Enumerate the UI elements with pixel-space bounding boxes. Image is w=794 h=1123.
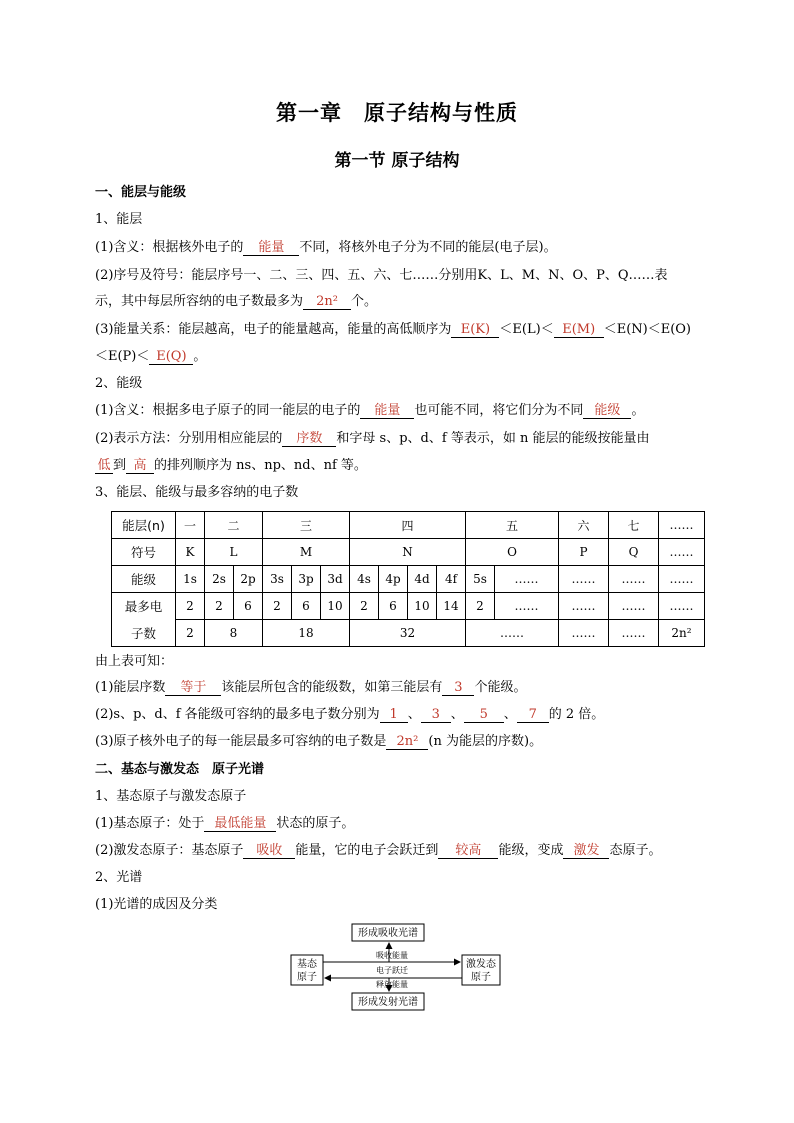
header-cell: 能层(n) [112,512,176,539]
table-cell: K [176,539,205,566]
layer-energy-line2: ＜E(P)＜ E(Q) 。 [95,349,207,364]
ground-label-2: 原子 [297,972,317,983]
level-notation-line2: 低 到 高 的排列顺序为 ns、np、nd、nf 等。 [95,458,367,474]
table-cell: 8 [205,620,263,647]
blank-answer: 较高 [438,844,498,859]
level-notation-line1: (2)表示方法：分别用相应能层的 序数 和字母 s、p、d、f 等表示，如 n 能层的能级按能量由 [95,431,650,446]
ground-label-1: 基态 [297,959,317,970]
table-cell: 2 [263,593,292,620]
table-cell: 32 [350,620,466,647]
table-cell: 3p [292,566,321,593]
blank-answer: 3 [442,681,474,696]
table-cell: 二 [205,512,263,539]
table-cell: 4d [408,566,437,593]
table-cell: L [205,539,263,566]
table-cell: 6 [234,593,263,620]
table-cell: …… [559,620,609,647]
blank-answer: 能量 [243,241,299,256]
table-cell: …… [609,593,659,620]
blank-answer: 5 [464,708,504,723]
table-cell: 2 [350,593,379,620]
table-cell: 4s [350,566,379,593]
table-cell: 2 [176,593,205,620]
table-cell: …… [559,566,609,593]
absorption-label: 形成吸收光谱 [358,928,418,939]
table-cell: M [263,539,350,566]
blank-answer: 最低能量 [204,817,276,832]
excited-label-1: 激发态 [466,959,496,970]
table-cell: 3s [263,566,292,593]
table-cell: 三 [263,512,350,539]
conclusion-1: (1)能层序数 等于 该能层所包含的能级数，如第三能层有 3 个能级。 [95,680,527,695]
spectrum-title: 2、光谱 [95,870,143,885]
excited-state-line: (2)激发态原子：基态原子 吸收 能量，它的电子会跃迁到 较高 能级，变成 激发 态原子。 [95,843,662,858]
layer-energy-line1: (3)能量关系：能层越高，电子的能量越高，能量的高低顺序为 E(K) ＜E(L)＜ E(M) ＜E(N)＜E(O) [95,322,692,337]
electron-jump-label: 电子跃迁 [376,966,408,975]
blank-answer: 3 [421,708,451,723]
blank-answer: 低 [95,459,113,474]
part2-heading: 二、基态与激发态 原子光谱 [95,762,265,777]
blank-answer: 高 [126,459,154,474]
emission-label: 形成发射光谱 [358,997,418,1008]
header-cell: 能级 [112,566,176,593]
table-cell: 1s [176,566,205,593]
header-cell: 最多电 [112,593,176,620]
table-cell: 2 [176,620,205,647]
energy-level-title: 2、能级 [95,376,143,391]
blank-answer: 2n² [303,295,351,310]
table-cell: 五 [466,512,559,539]
chapter-title: 第一章 原子结构与性质 [276,101,518,125]
table-cell: …… [609,620,659,647]
blank-answer: 能量 [360,404,414,419]
blank-answer: 激发 [563,844,609,859]
table-cell: …… [609,566,659,593]
conclusion-intro: 由上表可知： [95,654,174,669]
blank-answer: 2n² [386,735,428,750]
spectrum-item: (1)光谱的成因及分类 [95,897,218,912]
table-cell: 6 [292,593,321,620]
table-cell: 10 [321,593,350,620]
table-cell: 七 [609,512,659,539]
table-cell: …… [559,593,609,620]
table-cell: …… [659,593,705,620]
table-cell: 一 [176,512,205,539]
conclusion-2: (2)s、p、d、f 各能级可容纳的最多电子数分别为 1 、 3 、 5 、 7 的 2 倍。 [95,707,605,722]
energy-layer-title: 1、能层 [95,212,143,227]
blank-answer: 7 [517,708,549,723]
conclusion-3: (3)原子核外电子的每一能层最多可容纳的电子数是 2n² (n 为能层的序数)。 [95,734,543,749]
release-energy-label: 释放能量 [376,980,408,989]
table-cell: 6 [379,593,408,620]
table-cell: …… [659,539,705,566]
table-cell: …… [659,566,705,593]
table-cell: 2s [205,566,234,593]
blank-answer: 能级 [583,404,631,419]
table-cell: 2 [466,593,495,620]
layer-symbol-line1: (2)序号及符号：能层序号一、二、三、四、五、六、七……分别用K、L、M、N、O、P、Q……表 [95,268,668,283]
blank-answer: 等于 [165,681,221,696]
table-cell: 2 [205,593,234,620]
absorb-energy-label: 吸收能量 [376,951,408,960]
blank-answer: E(K) [451,323,499,338]
blank-answer: E(Q) [149,350,193,365]
table-cell: Q [609,539,659,566]
ground-state-line: (1)基态原子：处于 最低能量 状态的原子。 [95,816,355,831]
blank-answer: E(M) [554,323,604,338]
header-cell: 子数 [112,620,176,647]
table-cell: …… [495,566,559,593]
layer-meaning: (1)含义：根据核外电子的 能量 不同，将核外电子分为不同的能层(电子层)。 [95,240,557,255]
table-cell: …… [495,593,559,620]
table-cell: 六 [559,512,609,539]
layer-symbol-line2: 示，其中每层所容纳的电子数最多为 2n² 个。 [95,294,378,309]
part1-heading: 一、能层与能级 [95,185,187,200]
blank-answer: 吸收 [243,844,295,859]
table-title: 3、能层、能级与最多容纳的电子数 [95,485,299,500]
table-cell: P [559,539,609,566]
blank-answer: 1 [380,708,408,723]
table-cell: 3d [321,566,350,593]
table-cell: 18 [263,620,350,647]
table-cell: …… [659,512,705,539]
excited-label-2: 原子 [471,972,491,983]
table-cell: 4p [379,566,408,593]
table-cell: 4f [437,566,466,593]
table-cell: N [350,539,466,566]
table-cell: 2p [234,566,263,593]
table-cell: O [466,539,559,566]
ground-excited-title: 1、基态原子与激发态原子 [95,789,247,804]
table-cell: …… [466,620,559,647]
level-meaning: (1)含义：根据多电子原子的同一能层的电子的 能量 也可能不同，将它们分为不同 能级 。 [95,403,645,418]
table-cell: 四 [350,512,466,539]
table-cell: 14 [437,593,466,620]
table-cell: 2n² [659,620,705,647]
blank-answer: 序数 [282,432,336,447]
header-cell: 符号 [112,539,176,566]
table-cell: 10 [408,593,437,620]
section-title: 第一节 原子结构 [334,151,460,171]
table-cell: 5s [466,566,495,593]
